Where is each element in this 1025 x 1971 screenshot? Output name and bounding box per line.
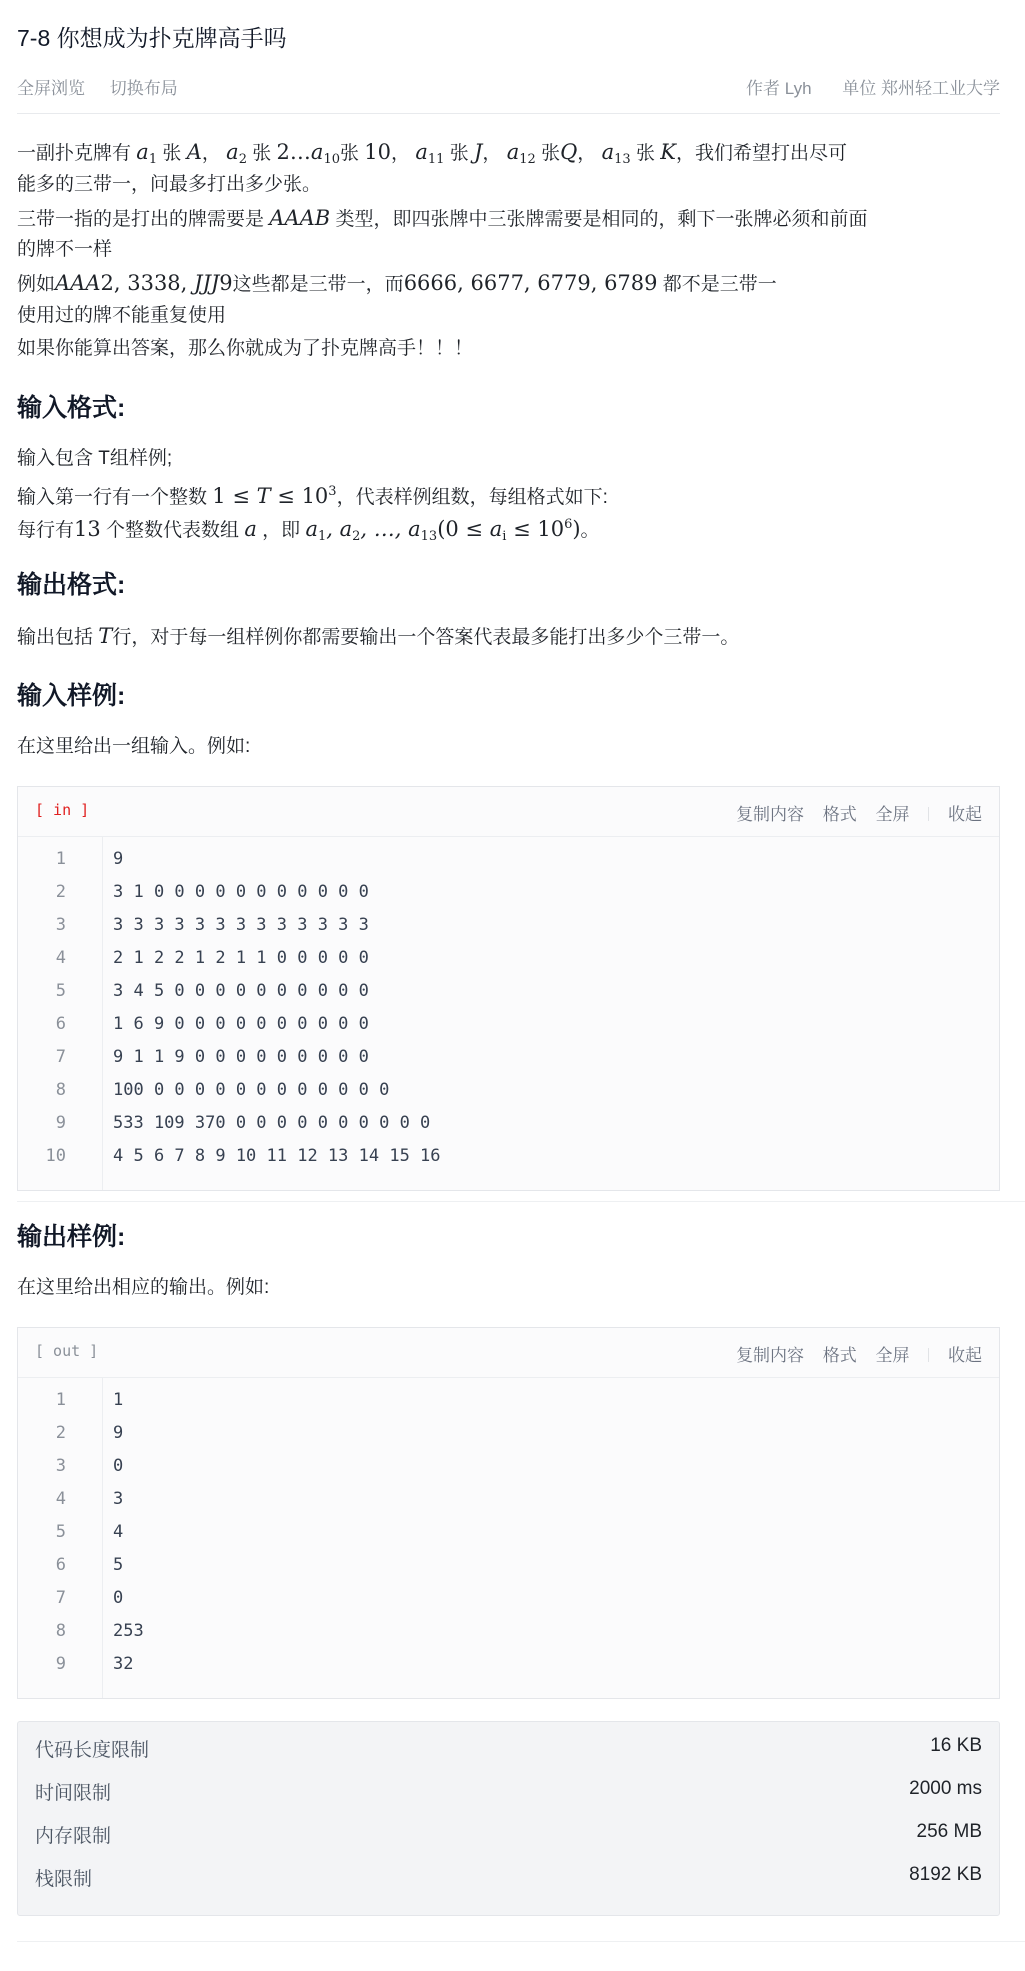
limit-row (35, 1864, 982, 1898)
limit-value: 8192 KB (909, 1864, 982, 1885)
unit-label: 单位 (842, 79, 877, 98)
unit-info (842, 79, 1000, 98)
code-line-text: 4 5 6 7 8 9 10 11 12 13 14 15 16 (113, 1146, 441, 1166)
collapse-button[interactable]: 收起 (948, 805, 982, 824)
collapse-button[interactable]: 收起 (948, 1346, 982, 1365)
sample-input-code-block (17, 786, 1000, 1191)
sample-input-code-body (18, 837, 999, 1190)
tool-separator (928, 807, 929, 821)
sample-output-heading: 输出样例: (17, 1223, 126, 1251)
copy-content-button[interactable]: 复制内容 (736, 805, 805, 824)
tool-separator (928, 1348, 929, 1362)
sample-output-code-header (18, 1328, 999, 1378)
section-divider (17, 1201, 1025, 1202)
sample-output-intro: 在这里给出相应的输出。例如: (17, 1277, 270, 1298)
input-format-line-1: 输入包含 T组样例; (17, 448, 173, 469)
sample-input-heading: 输入样例: (17, 682, 126, 710)
author-info (746, 79, 812, 98)
limit-value: 2000 ms (909, 1778, 982, 1799)
code-line-text: 3 (113, 1489, 124, 1509)
code-line-text: 253 (113, 1621, 144, 1641)
limit-value: 256 MB (916, 1821, 982, 1842)
limits-panel (17, 1721, 1000, 1916)
limit-label: 时间限制 (35, 1783, 112, 1804)
limit-label: 内存限制 (35, 1826, 112, 1847)
statement-line-5: 例如AAA2, 3338, JJJ9这些都是三带一，而6666, 6677, 6779, 6789 都不是三带一 (17, 271, 777, 295)
line-number: 4 (55, 948, 66, 968)
line-number: 3 (55, 915, 66, 935)
line-number: 1 (55, 849, 66, 869)
sample-input-code-header (18, 787, 999, 837)
line-number: 9 (55, 1113, 66, 1133)
code-line-text: 4 (113, 1522, 124, 1542)
format-button[interactable]: 格式 (822, 1346, 857, 1365)
code-line-text: 9 (113, 1423, 124, 1443)
footer-divider (17, 1941, 1025, 1942)
limit-row (35, 1778, 982, 1812)
statement-line-6: 使用过的牌不能重复使用 (17, 305, 227, 326)
code-line-text: 3 1 0 0 0 0 0 0 0 0 0 0 0 (113, 882, 369, 902)
author-name: Lyh (784, 79, 812, 98)
line-number: 1 (55, 1390, 66, 1410)
code-line-text: 0 (113, 1588, 124, 1608)
limit-row (35, 1821, 982, 1855)
line-number: 5 (55, 1522, 66, 1542)
line-number: 5 (55, 981, 66, 1001)
code-line-text: 9 1 1 9 0 0 0 0 0 0 0 0 0 (113, 1047, 369, 1067)
sample-output-code-block (17, 1327, 1000, 1699)
line-number: 7 (55, 1047, 66, 1067)
code-line-text: 1 (113, 1390, 124, 1410)
code-line-text: 9 (113, 849, 124, 869)
output-tag: [ out ] (35, 1342, 99, 1360)
fullscreen-button[interactable]: 全屏 (875, 805, 910, 824)
line-number: 10 (45, 1146, 66, 1166)
code-line-text: 3 4 5 0 0 0 0 0 0 0 0 0 0 (113, 981, 369, 1001)
fullscreen-button[interactable]: 全屏 (875, 1346, 910, 1365)
code-line-text: 533 109 370 0 0 0 0 0 0 0 0 0 0 (113, 1113, 431, 1133)
fullscreen-view-link[interactable]: 全屏浏览 (17, 79, 85, 98)
statement-line-2: 能多的三带一，问最多打出多少张。 (17, 174, 322, 195)
code-line-text: 5 (113, 1555, 124, 1575)
limit-value: 16 KB (930, 1735, 982, 1756)
line-number: 3 (55, 1456, 66, 1476)
line-number: 7 (55, 1588, 66, 1608)
code-line-text: 32 (113, 1654, 134, 1674)
line-number: 9 (55, 1654, 66, 1674)
statement-line-3: 三带一指的是打出的牌需要是 AAAB 类型，即四张牌中三张牌需要是相同的，剩下一张牌必须和前面 (17, 206, 868, 230)
line-number: 4 (55, 1489, 66, 1509)
code-line-text: 1 6 9 0 0 0 0 0 0 0 0 0 0 (113, 1014, 369, 1034)
problem-toolbar (17, 74, 1000, 98)
problem-title: 7-8 你想成为扑克牌高手吗 (17, 25, 287, 51)
input-format-line-3: 每行有13 个整数代表数组 a ，即 $a_1$, $a_2$, …, $a_{13}(0 \le a_i \le 10^6)$。 (17, 517, 600, 544)
unit-name: 郑州轻工业大学 (881, 79, 1000, 98)
code-line-text: 0 (113, 1456, 124, 1476)
statement-line-4: 的牌不一样 (17, 239, 113, 260)
statement-line-7: 如果你能算出答案，那么你就成为了扑克牌高手！！！ (17, 338, 474, 359)
copy-content-button[interactable]: 复制内容 (736, 1346, 805, 1365)
code-line-text: 100 0 0 0 0 0 0 0 0 0 0 0 0 (113, 1080, 390, 1100)
statement-line-1: 一副扑克牌有 $a_1$ 张 A， $a_2$ 张 $2\dots a_{10}$张 10， $a_{11}$ 张 J， $a_{12}$ 张Q， $a_{13}$ 张 K，我们希望打出尽可 (17, 140, 847, 167)
sample-output-code-body (18, 1378, 999, 1698)
line-number: 6 (55, 1555, 66, 1575)
line-number: 8 (55, 1080, 66, 1100)
code-line-text: 2 1 2 2 1 2 1 1 0 0 0 0 0 (113, 948, 369, 968)
limit-label: 栈限制 (35, 1869, 93, 1890)
format-button[interactable]: 格式 (822, 805, 857, 824)
line-number: 2 (55, 882, 66, 902)
header-divider (17, 113, 1000, 114)
line-number: 6 (55, 1014, 66, 1034)
author-label: 作者 (746, 79, 781, 98)
input-tag: [ in ] (35, 801, 90, 819)
input-format-line-2: 输入第一行有一个整数 $1 \le T \le 10^3$，代表样例组数，每组格式如下: (17, 484, 608, 508)
line-number: 8 (55, 1621, 66, 1641)
input-format-heading: 输入格式: (17, 394, 126, 422)
code-line-text: 3 3 3 3 3 3 3 3 3 3 3 3 3 (113, 915, 369, 935)
limit-label: 代码长度限制 (35, 1740, 150, 1761)
output-format-heading: 输出格式: (17, 571, 126, 599)
limit-row (35, 1735, 982, 1769)
switch-layout-link[interactable]: 切换布局 (109, 79, 178, 98)
line-number: 2 (55, 1423, 66, 1443)
sample-input-intro: 在这里给出一组输入。例如: (17, 736, 251, 757)
output-format-line-1: 输出包括 T行，对于每一组样例你都需要输出一个答案代表最多能打出多少个三带一。 (17, 624, 740, 648)
